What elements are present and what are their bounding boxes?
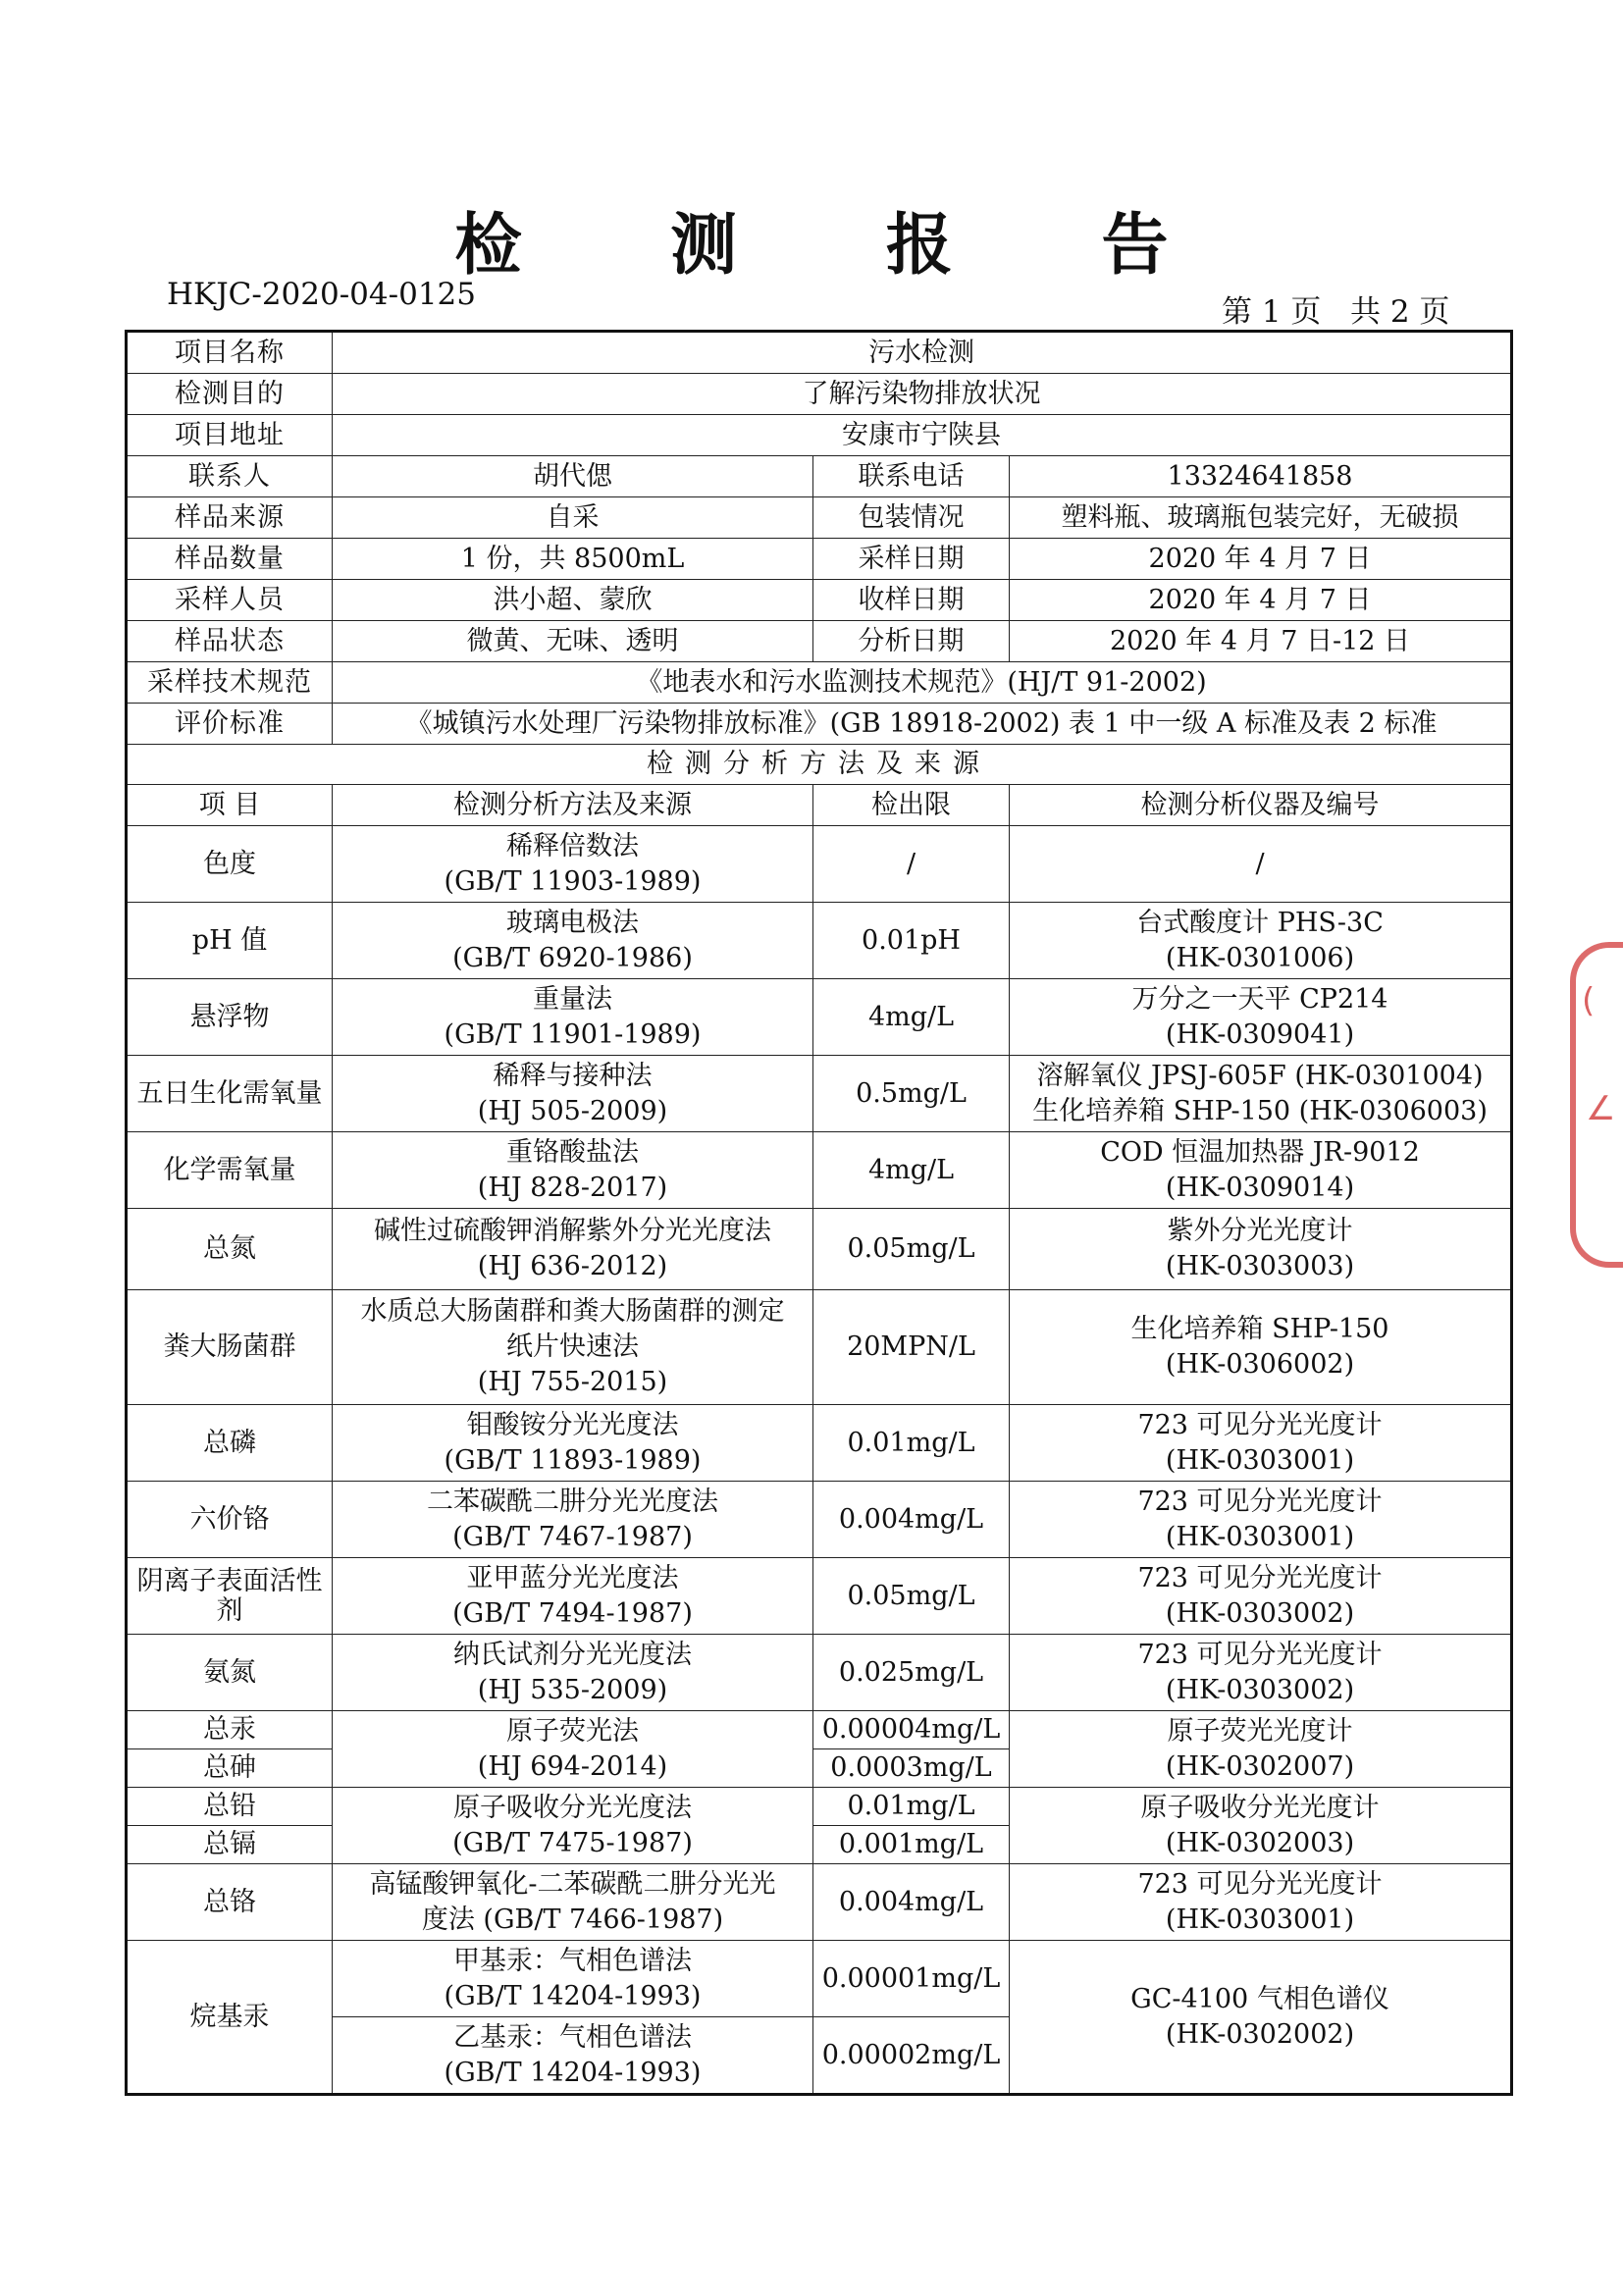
instrument-line-2: (HK-0309014) bbox=[1165, 1172, 1355, 1203]
method-line-1b: 纸片快速法 bbox=[506, 1331, 639, 1362]
method-line-1: 甲基汞：气相色谱法 bbox=[453, 1945, 692, 1976]
receipt-date-value: 2020 年 4 月 7 日 bbox=[1010, 580, 1512, 621]
instrument-cell bbox=[1010, 1788, 1512, 1864]
method-line-1: 碱性过硫酸钾消解紫外分光光度法 bbox=[374, 1216, 771, 1246]
instrument-line-1: 723 可见分光光度计 bbox=[1137, 1486, 1383, 1517]
row-state bbox=[127, 621, 1512, 662]
page-info bbox=[1222, 287, 1449, 331]
method-cell bbox=[333, 1132, 813, 1209]
analysis-date-label: 分析日期 bbox=[813, 621, 1010, 662]
method-cell bbox=[333, 979, 813, 1056]
table-row-aas-1 bbox=[127, 1788, 1512, 1826]
instrument-line-2: (HK-0302003) bbox=[1165, 1827, 1355, 1858]
row-standard bbox=[127, 704, 1512, 745]
col-header-method: 检测分析方法及来源 bbox=[333, 785, 813, 826]
method-cell bbox=[333, 826, 813, 903]
instrument-cell bbox=[1010, 1290, 1512, 1405]
instrument-cell bbox=[1010, 826, 1512, 903]
item-cell: pH 值 bbox=[127, 903, 333, 979]
source-label: 样品来源 bbox=[127, 497, 333, 539]
method-line-2: (GB/T 11893-1989) bbox=[444, 1444, 702, 1476]
instrument-cell bbox=[1010, 1864, 1512, 1941]
table-row-cr bbox=[127, 1864, 1512, 1941]
method-cell bbox=[333, 1482, 813, 1558]
item-cell: 五日生化需氧量 bbox=[127, 1056, 333, 1132]
project-name-label: 项目名称 bbox=[127, 332, 333, 374]
method-line-2: (GB/T 7494-1987) bbox=[452, 1597, 693, 1629]
method-cell bbox=[333, 1405, 813, 1482]
instrument-line-1: 台式酸度计 PHS-3C bbox=[1136, 907, 1384, 938]
instrument-cell bbox=[1010, 1482, 1512, 1558]
method-cell bbox=[333, 1635, 813, 1711]
table-row bbox=[127, 1635, 1512, 1711]
item-cell: 总镉 bbox=[127, 1826, 333, 1864]
method-line-1: 二苯碳酰二肼分光光度法 bbox=[427, 1486, 718, 1517]
table-row bbox=[127, 903, 1512, 979]
item-cell: 粪大肠菌群 bbox=[127, 1290, 333, 1405]
instrument-line-1: 原子荧光光度计 bbox=[1167, 1715, 1353, 1747]
method-line-1: 原子荧光法 bbox=[506, 1715, 639, 1747]
row-purpose bbox=[127, 374, 1512, 415]
method-cell bbox=[333, 1941, 813, 2017]
method-cell bbox=[333, 1558, 813, 1635]
method-cell bbox=[333, 1056, 813, 1132]
method-line-1: 原子吸收分光光度法 bbox=[453, 1792, 692, 1823]
item-cell: 总氮 bbox=[127, 1209, 333, 1290]
method-line-1: 水质总大肠菌群和粪大肠菌群的测定 bbox=[360, 1296, 785, 1327]
section-header-row bbox=[127, 745, 1512, 785]
col-header-limit: 检出限 bbox=[813, 785, 1010, 826]
method-line-1: 亚甲蓝分光光度法 bbox=[466, 1562, 679, 1593]
instrument-line-1: COD 恒温加热器 JR-9012 bbox=[1100, 1136, 1420, 1168]
table-row bbox=[127, 1482, 1512, 1558]
method-rows bbox=[127, 826, 1512, 1711]
instrument-line-1: 723 可见分光光度计 bbox=[1137, 1409, 1383, 1440]
table-row bbox=[127, 1558, 1512, 1635]
method-line-1: 稀释倍数法 bbox=[506, 830, 639, 861]
sampler-value: 洪小超、蒙欣 bbox=[333, 580, 813, 621]
address-value: 安康市宁陕县 bbox=[333, 415, 1512, 456]
table-row bbox=[127, 826, 1512, 903]
item-cell: 色度 bbox=[127, 826, 333, 903]
method-line-2: (GB/T 6920-1986) bbox=[452, 942, 693, 973]
sampler-label: 采样人员 bbox=[127, 580, 333, 621]
instrument-line-1: 原子吸收分光光度计 bbox=[1140, 1792, 1380, 1823]
instrument-line-1: GC-4100 气相色谱仪 bbox=[1130, 1983, 1389, 2014]
method-cell bbox=[333, 1711, 813, 1788]
instrument-line-1: 生化培养箱 SHP-150 bbox=[1130, 1314, 1389, 1344]
method-line-2: (GB/T 11901-1989) bbox=[444, 1018, 702, 1050]
method-line-2: (HJ 636-2012) bbox=[477, 1251, 668, 1281]
instrument-line-2: (HK-0303001) bbox=[1165, 1904, 1355, 1935]
instrument-cell bbox=[1010, 1711, 1512, 1788]
instrument-cell bbox=[1010, 1132, 1512, 1209]
limit-cell: 0.004mg/L bbox=[813, 1482, 1010, 1558]
method-line-1: 乙基汞：气相色谱法 bbox=[453, 2021, 692, 2053]
limit-cell: / bbox=[813, 826, 1010, 903]
phone-value: 13324641858 bbox=[1010, 456, 1512, 497]
purpose-value: 了解污染物排放状况 bbox=[333, 374, 1512, 415]
row-spec bbox=[127, 662, 1512, 704]
spec-label: 采样技术规范 bbox=[127, 662, 333, 704]
limit-cell: 0.001mg/L bbox=[813, 1826, 1010, 1864]
methods-header-row bbox=[127, 785, 1512, 826]
standard-value: 《城镇污水处理厂污染物排放标准》(GB 18918-2002) 表 1 中一级 A 标准及表 2 标准 bbox=[333, 704, 1512, 745]
packaging-value: 塑料瓶、玻璃瓶包装完好，无破损 bbox=[1010, 497, 1512, 539]
instrument-line-1: 溶解氧仪 JPSJ-605F (HK-0301004) bbox=[1036, 1060, 1484, 1091]
instrument-line-2: (HK-0303002) bbox=[1165, 1597, 1355, 1629]
method-line-2: (GB/T 7475-1987) bbox=[452, 1827, 693, 1858]
receipt-date-label: 收样日期 bbox=[813, 580, 1010, 621]
table-row bbox=[127, 1209, 1512, 1290]
instrument-line-2: (HK-0302002) bbox=[1165, 2018, 1355, 2050]
method-line-1: 钼酸铵分光光度法 bbox=[466, 1409, 679, 1440]
item-cell: 烷基汞 bbox=[127, 1941, 333, 2095]
method-line-2: (GB/T 14204-1993) bbox=[444, 1980, 702, 2011]
method-line-2: 度法 (GB/T 7466-1987) bbox=[421, 1904, 724, 1935]
instrument-line-1: 723 可见分光光度计 bbox=[1137, 1868, 1383, 1900]
contact-value: 胡代偲 bbox=[333, 456, 813, 497]
report-title: 检 测 报 告 bbox=[454, 206, 1231, 285]
method-cell bbox=[333, 1864, 813, 1941]
method-line-2: (HJ 535-2009) bbox=[477, 1674, 668, 1705]
table-row bbox=[127, 1056, 1512, 1132]
instrument-cell bbox=[1010, 1558, 1512, 1635]
method-line-2: (GB/T 11903-1989) bbox=[444, 865, 702, 897]
instrument-line-2: (HK-0301006) bbox=[1165, 942, 1355, 973]
method-line-1: 稀释与接种法 bbox=[493, 1060, 653, 1091]
limit-cell: 0.00002mg/L bbox=[813, 2017, 1010, 2095]
analysis-date-value: 2020 年 4 月 7 日-12 日 bbox=[1010, 621, 1512, 662]
source-value: 自采 bbox=[333, 497, 813, 539]
instrument-line-2: (HK-0306002) bbox=[1165, 1349, 1355, 1380]
method-cell bbox=[333, 1209, 813, 1290]
instrument-line-2: (HK-0302007) bbox=[1165, 1750, 1355, 1782]
instrument-line-2: 生化培养箱 SHP-150 (HK-0306003) bbox=[1032, 1095, 1488, 1126]
limit-cell: 4mg/L bbox=[813, 1132, 1010, 1209]
method-line-1: 重量法 bbox=[533, 983, 612, 1015]
document-number: HKJC-2020-04-0125 bbox=[167, 277, 476, 312]
limit-cell: 20MPN/L bbox=[813, 1290, 1010, 1405]
instrument-line-1: 723 可见分光光度计 bbox=[1137, 1639, 1383, 1670]
page-info-text: 第 1 页 共 2 页 bbox=[1222, 294, 1450, 330]
item-cell: 氨氮 bbox=[127, 1635, 333, 1711]
instrument-line-2: (HK-0303001) bbox=[1165, 1521, 1355, 1552]
packaging-label: 包装情况 bbox=[813, 497, 1010, 539]
limit-cell: 0.00004mg/L bbox=[813, 1711, 1010, 1749]
row-contact bbox=[127, 456, 1512, 497]
limit-cell: 0.05mg/L bbox=[813, 1209, 1010, 1290]
contact-label: 联系人 bbox=[127, 456, 333, 497]
method-cell bbox=[333, 903, 813, 979]
row-sampler bbox=[127, 580, 1512, 621]
table-row-afs-1 bbox=[127, 1711, 1512, 1749]
report-table bbox=[125, 330, 1513, 2096]
limit-cell: 0.025mg/L bbox=[813, 1635, 1010, 1711]
method-line-1: 玻璃电极法 bbox=[506, 907, 639, 938]
item-cell: 总汞 bbox=[127, 1711, 333, 1749]
limit-cell: 0.5mg/L bbox=[813, 1056, 1010, 1132]
item-cell: 总磷 bbox=[127, 1405, 333, 1482]
table-row bbox=[127, 1132, 1512, 1209]
instrument-line-2: (HK-0303002) bbox=[1165, 1674, 1355, 1705]
instrument-cell bbox=[1010, 1209, 1512, 1290]
item-cell: 总铅 bbox=[127, 1788, 333, 1826]
instrument-cell bbox=[1010, 979, 1512, 1056]
method-line-2: (GB/T 14204-1993) bbox=[444, 2057, 702, 2088]
instrument-cell bbox=[1010, 1635, 1512, 1711]
item-cell: 阴离子表面活性剂 bbox=[127, 1558, 333, 1635]
method-cell bbox=[333, 1290, 813, 1405]
method-line-1: 纳氏试剂分光光度法 bbox=[453, 1639, 692, 1670]
item-cell: 悬浮物 bbox=[127, 979, 333, 1056]
instrument-cell bbox=[1010, 903, 1512, 979]
method-cell bbox=[333, 1788, 813, 1864]
quantity-label: 样品数量 bbox=[127, 539, 333, 580]
seal-mark-icon: ( bbox=[1582, 981, 1596, 1020]
item-cell: 六价铬 bbox=[127, 1482, 333, 1558]
instrument-line-1: 万分之一天平 CP214 bbox=[1131, 983, 1388, 1015]
state-label: 样品状态 bbox=[127, 621, 333, 662]
method-line-2: (HJ 505-2009) bbox=[477, 1095, 668, 1126]
item-cell: 化学需氧量 bbox=[127, 1132, 333, 1209]
row-quantity bbox=[127, 539, 1512, 580]
instrument-cell bbox=[1010, 1405, 1512, 1482]
instrument-line-1: 723 可见分光光度计 bbox=[1137, 1562, 1383, 1593]
limit-cell: 0.00001mg/L bbox=[813, 1941, 1010, 2017]
method-line-2: (HJ 755-2015) bbox=[477, 1367, 668, 1397]
standard-label: 评价标准 bbox=[127, 704, 333, 745]
table-row-alkylhg-1 bbox=[127, 1941, 1512, 2017]
quantity-value: 1 份，共 8500mL bbox=[333, 539, 813, 580]
instrument-line-2: (HK-0303003) bbox=[1165, 1251, 1355, 1281]
col-header-instrument: 检测分析仪器及编号 bbox=[1010, 785, 1512, 826]
state-value: 微黄、无味、透明 bbox=[333, 621, 813, 662]
seal-mark-icon: ∠ bbox=[1586, 1089, 1616, 1128]
instrument-line-1: / bbox=[1255, 848, 1265, 879]
method-line-2: (HJ 694-2014) bbox=[477, 1750, 668, 1782]
instrument-cell bbox=[1010, 1056, 1512, 1132]
section-title: 检测分析方法及来源 bbox=[127, 745, 1512, 785]
limit-cell: 0.01pH bbox=[813, 903, 1010, 979]
limit-cell: 0.01mg/L bbox=[813, 1788, 1010, 1826]
table-row bbox=[127, 1405, 1512, 1482]
table-row bbox=[127, 1290, 1512, 1405]
method-cell bbox=[333, 2017, 813, 2095]
sampling-date-label: 采样日期 bbox=[813, 539, 1010, 580]
phone-label: 联系电话 bbox=[813, 456, 1010, 497]
limit-cell: 0.05mg/L bbox=[813, 1558, 1010, 1635]
method-line-2: (GB/T 7467-1987) bbox=[452, 1521, 693, 1552]
method-line-2: (HJ 828-2017) bbox=[477, 1172, 668, 1203]
address-label: 项目地址 bbox=[127, 415, 333, 456]
limit-cell: 0.01mg/L bbox=[813, 1405, 1010, 1482]
row-address bbox=[127, 415, 1512, 456]
project-name-value: 污水检测 bbox=[333, 332, 1512, 374]
item-cell: 总铬 bbox=[127, 1864, 333, 1941]
limit-cell: 4mg/L bbox=[813, 979, 1010, 1056]
instrument-cell bbox=[1010, 1941, 1512, 2095]
instrument-line-1: 紫外分光光度计 bbox=[1167, 1216, 1353, 1246]
col-header-item: 项 目 bbox=[127, 785, 333, 826]
table-row bbox=[127, 979, 1512, 1056]
sampling-date-value: 2020 年 4 月 7 日 bbox=[1010, 539, 1512, 580]
method-line-1: 重铬酸盐法 bbox=[506, 1136, 639, 1168]
row-project-name bbox=[127, 332, 1512, 374]
item-cell: 总砷 bbox=[127, 1749, 333, 1788]
row-source bbox=[127, 497, 1512, 539]
purpose-label: 检测目的 bbox=[127, 374, 333, 415]
limit-cell: 0.0003mg/L bbox=[813, 1749, 1010, 1788]
limit-cell: 0.004mg/L bbox=[813, 1864, 1010, 1941]
instrument-line-2: (HK-0309041) bbox=[1165, 1018, 1355, 1050]
instrument-line-2: (HK-0303001) bbox=[1165, 1444, 1355, 1476]
method-line-1: 高锰酸钾氧化-二苯碳酰二肼分光光 bbox=[369, 1868, 776, 1900]
spec-value: 《地表水和污水监测技术规范》(HJ/T 91-2002) bbox=[333, 662, 1512, 704]
